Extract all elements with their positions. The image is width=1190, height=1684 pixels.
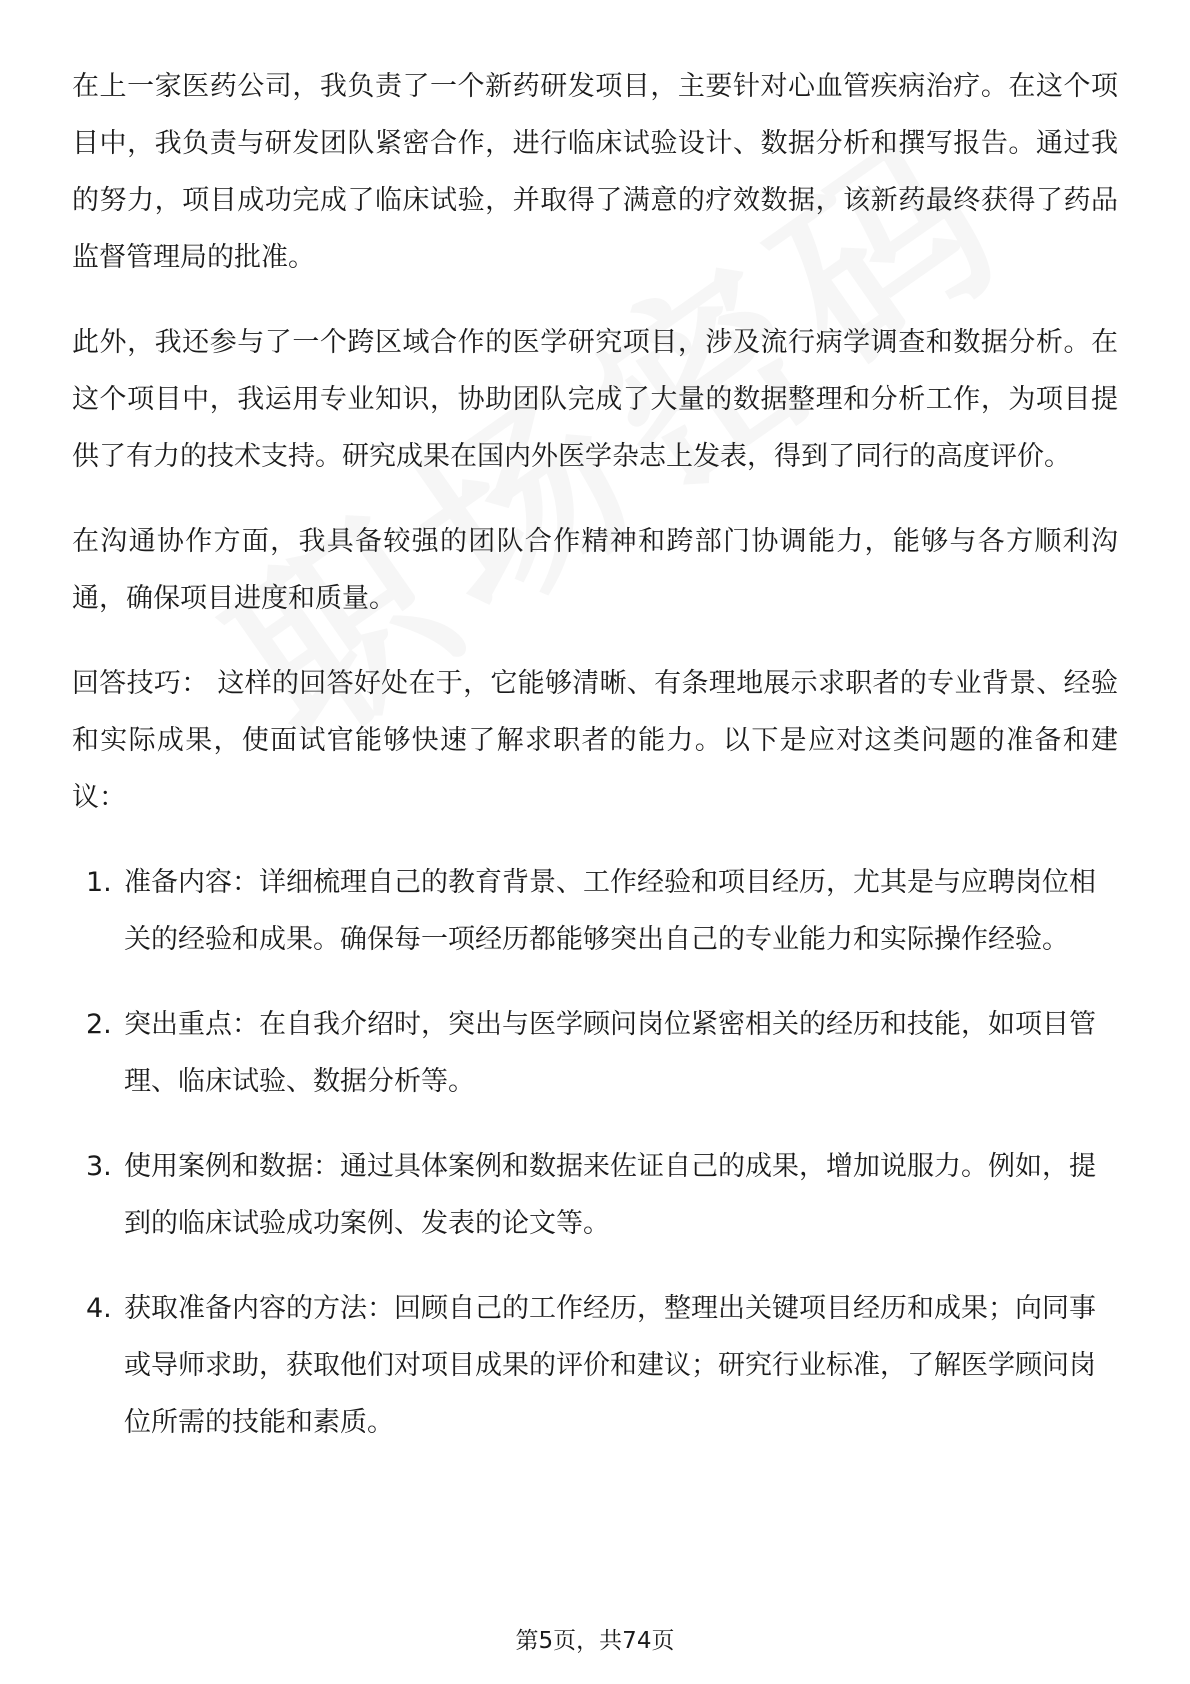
page-footer: 第5页，共74页: [515, 1628, 675, 1654]
list-number: 4.: [86, 1293, 112, 1324]
list-item: [72, 1280, 1118, 1451]
list-number: 1.: [86, 867, 112, 898]
document-body: [72, 58, 1118, 1479]
list-item: [72, 854, 1118, 968]
list-number: 2.: [86, 1009, 112, 1040]
list-text: 突出重点：在自我介绍时，突出与医学顾问岗位紧密相关的经历和技能，如项目管理、临床试验、数据分析等。: [124, 1009, 1096, 1097]
tips-list: [72, 854, 1118, 1451]
list-item: [72, 996, 1118, 1110]
paragraph-project-experience: 在上一家医药公司，我负责了一个新药研发项目，主要针对心血管疾病治疗。在这个项目中，我负责与研发团队紧密合作，进行临床试验设计、数据分析和撰写报告。通过我的努力，项目成功完成了临床试验，并取得了满意的疗效数据，该新药最终获得了药品监督管理局的批准。: [72, 71, 1118, 273]
paragraph-answer-tips: 回答技巧： 这样的回答好处在于，它能够清晰、有条理地展示求职者的专业背景、经验和实际成果，使面试官能够快速了解求职者的能力。以下是应对这类问题的准备和建议：: [72, 668, 1118, 813]
paragraph-research-project: 此外，我还参与了一个跨区域合作的医学研究项目，涉及流行病学调查和数据分析。在这个项目中，我运用专业知识，协助团队完成了大量的数据整理和分析工作，为项目提供了有力的技术支持。研究成果在国内外医学杂志上发表，得到了同行的高度评价。: [72, 327, 1118, 472]
list-number: 3.: [86, 1151, 112, 1182]
list-text: 获取准备内容的方法：回顾自己的工作经历，整理出关键项目经历和成果；向同事或导师求助，获取他们对项目成果的评价和建议；研究行业标准，了解医学顾问岗位所需的技能和素质。: [124, 1293, 1096, 1438]
list-text: 使用案例和数据：通过具体案例和数据来佐证自己的成果，增加说服力。例如，提到的临床试验成功案例、发表的论文等。: [124, 1151, 1096, 1239]
list-text: 准备内容：详细梳理自己的教育背景、工作经验和项目经历，尤其是与应聘岗位相关的经验和成果。确保每一项经历都能够突出自己的专业能力和实际操作经验。: [124, 867, 1096, 955]
list-item: [72, 1138, 1118, 1252]
paragraph-communication: 在沟通协作方面，我具备较强的团队合作精神和跨部门协调能力，能够与各方顺利沟通，确保项目进度和质量。: [72, 526, 1118, 614]
